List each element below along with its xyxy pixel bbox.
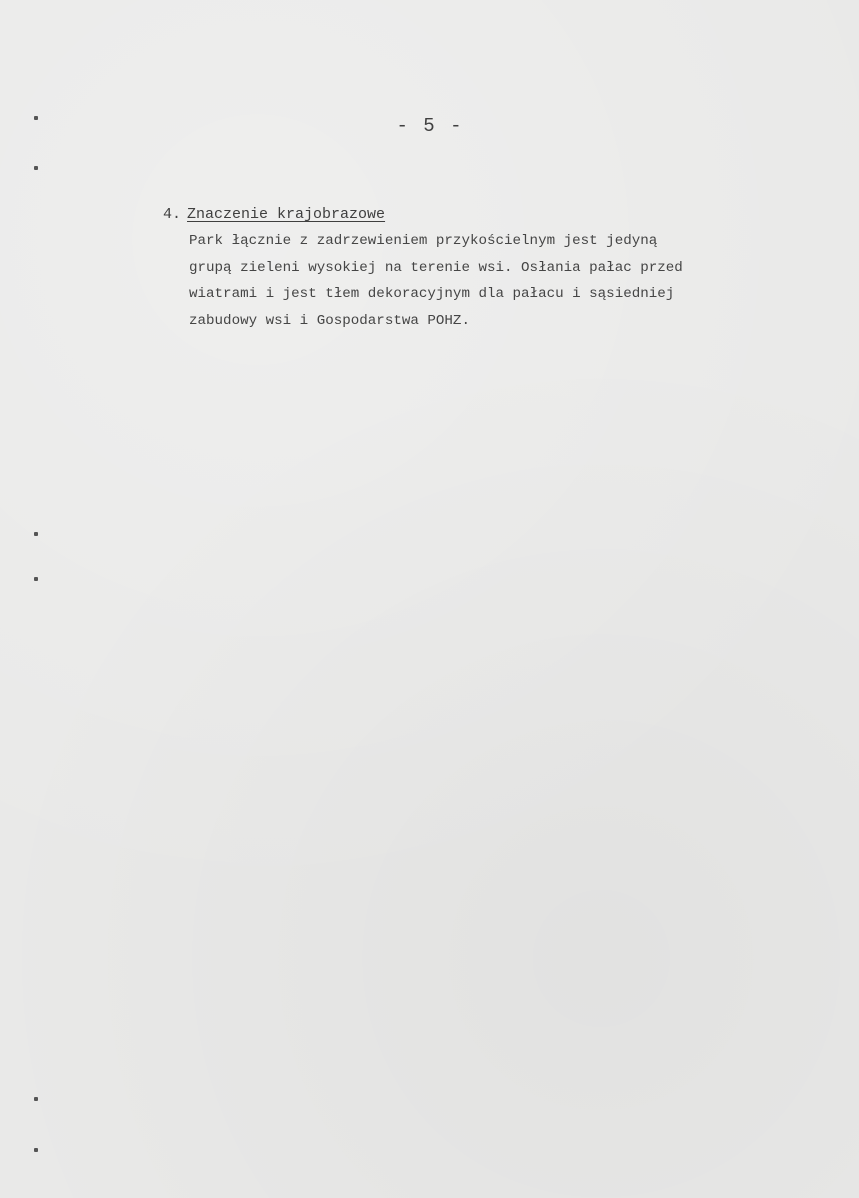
section-landscape-significance	[163, 201, 823, 334]
body-line: wiatrami i jest tłem dekoracyjnym dla pałacu i sąsiedniej	[189, 286, 675, 302]
section-number: 4.	[163, 206, 182, 223]
page-number: - 5 -	[396, 115, 464, 137]
margin-mark	[34, 1148, 38, 1152]
margin-mark	[34, 166, 38, 170]
section-heading	[163, 201, 823, 228]
margin-mark	[34, 116, 38, 120]
body-line: zabudowy wsi i Gospodarstwa POHZ.	[189, 312, 470, 329]
body-line: Park łącznie z zadrzewieniem przykościelnym jest jedyną	[189, 233, 658, 249]
section-body	[189, 228, 823, 334]
section-title: Znaczenie krajobrazowe	[187, 206, 386, 223]
body-line: grupą zieleni wysokiej na terenie wsi. Osłania pałac przed	[189, 259, 683, 276]
margin-mark	[34, 577, 38, 581]
margin-mark	[34, 1097, 38, 1101]
margin-mark	[34, 532, 38, 536]
